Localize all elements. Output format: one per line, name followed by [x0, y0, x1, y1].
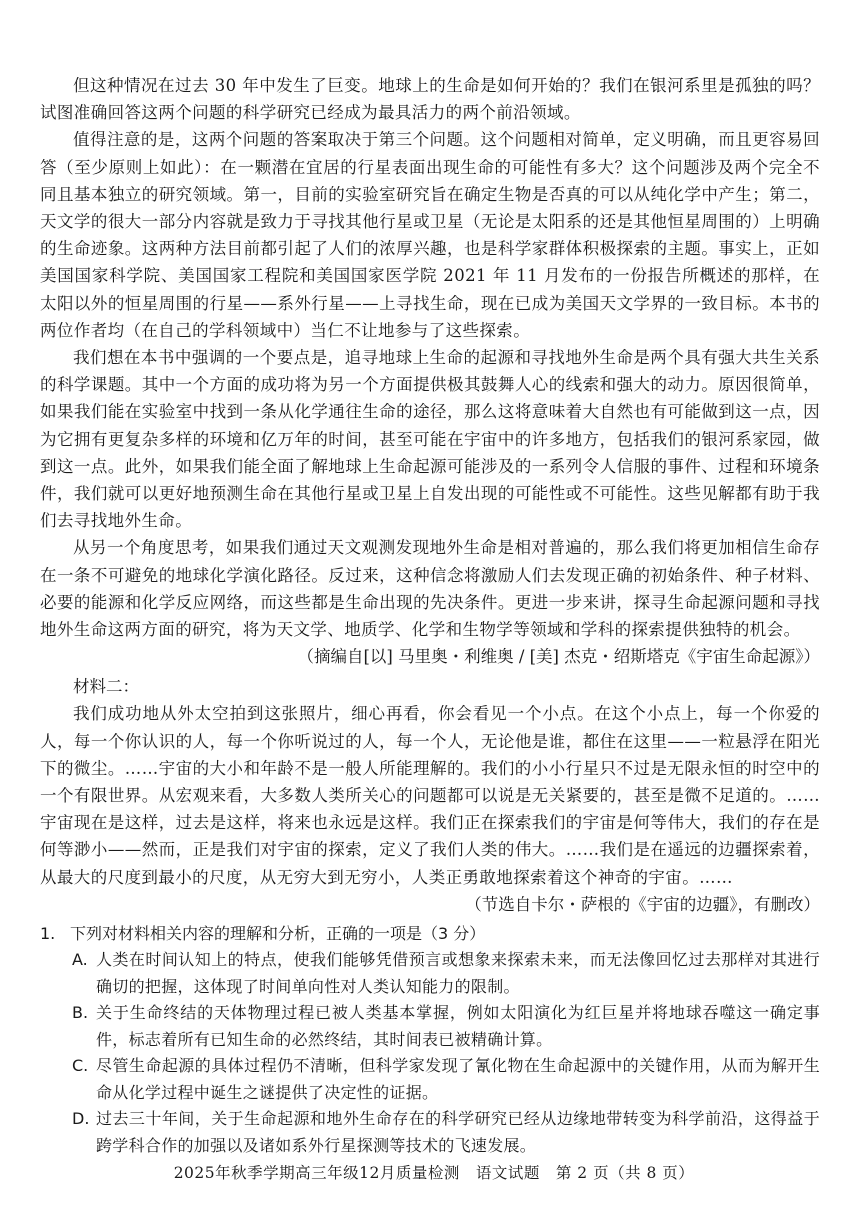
source-citation: （节选自卡尔・萨根的《宇宙的边疆》，有删改）: [465, 894, 820, 914]
question-1: [40, 920, 820, 1159]
option-letter: B.: [72, 1003, 89, 1023]
option-c: [40, 1053, 820, 1106]
option-letter: D.: [72, 1109, 90, 1129]
option-b: [40, 1000, 820, 1053]
material-label: 材料二：: [73, 677, 139, 697]
paragraph: 从另一个角度思考，如果我们通过天文观测发现地外生命是相对普遍的，那么我们将更加相信生命存在一条不可避免的地球化学演化路径。反过来，这种信念将激励人们去发现正确的初始条件、种子材料、必要的能源和化学反应网络，而这些都是生命出现的先决条件。更进一步来讲，探寻生命起源问题和寻找地外生命这两方面的研究，将为天文学、地质学、化学和生物学等领域和学科的探索提供独特的机会。: [40, 538, 820, 640]
option-a: [40, 947, 820, 1000]
paragraph: 我们成功地从外太空拍到这张照片，细心再看，你会看见一个小点。在这个小点上，每一个你爱的人，每一个你认识的人，每一个你听说过的人，每一个人，无论他是谁，都住在这里——一粒悬浮在阳光下的微尘。……宇宙的大小和年龄不是一般人所能理解的。我们的小小行星只不过是无限永恒的时空中的一个有限世界。从宏观来看，大多数人类所关心的问题都可以说是无关紧要的，甚至是微不足道的。……宇宙现在是这样，过去是这样，将来也永远是这样。我们正在探索我们的宇宙是何等伟大，我们的存在是何等渺小——然而，正是我们对宇宙的探索，定义了我们人类的伟大。……我们是在遥远的边疆探索着，从最大的尺度到最小的尺度，从无穷大到无穷小，人类正勇敢地探索着这个神奇的宇宙。……: [40, 704, 820, 887]
option-letter: A.: [72, 950, 88, 970]
question-text: 下列对材料相关内容的理解和分析，正确的一项是（3 分）: [70, 924, 486, 944]
option-text: 关于生命终结的天体物理过程已被人类基本掌握，例如太阳演化为红巨星并将地球吞噬这一确定事件，标志着所有已知生命的必然终结，其时间表已被精确计算。: [96, 1003, 820, 1049]
question-stem: [40, 920, 820, 947]
option-text: 过去三十年间，关于生命起源和地外生命存在的科学研究已经从边缘地带转变为科学前沿，这得益于跨学科合作的加强以及诸如系外行星探测等技术的飞速发展。: [96, 1109, 820, 1155]
option-text: 人类在时间认知上的特点，使我们能够凭借预言或想象来探索未来，而无法像回忆过去那样对其进行确切的把握，这体现了时间单向性对人类认知能力的限制。: [96, 950, 820, 996]
option-letter: C.: [72, 1056, 89, 1076]
question-number: 1.: [40, 924, 56, 944]
source-citation: （摘编自[以] 马里奥・利维奥 / [美] 杰克・绍斯塔克《宇宙生命起源》）: [297, 647, 820, 667]
paragraph: 我们想在本书中强调的一个要点是，追寻地球上生命的起源和寻找地外生命是两个具有强大共生关系的科学课题。其中一个方面的成功将为另一个方面提供极其鼓舞人心的线索和强大的动力。原因很简单，如果我们能在实验室中找到一条从化学通往生命的途径，那么这将意味着大自然也有可能做到这一点，因为它拥有更复杂多样的环境和亿万年的时间，甚至可能在宇宙中的许多地方，包括我们的银河系家园，做到这一点。此外，如果我们能全面了解地球上生命起源可能涉及的一系列令人信服的事件、过程和环境条件，我们就可以更好地预测生命在其他行星或卫星上自发出现的可能性或不可能性。这些见解都有助于我们去寻找地外生命。: [40, 348, 820, 531]
paragraph: 但这种情况在过去 30 年中发生了巨变。地球上的生命是如何开始的？我们在银河系里是孤独的吗？试图准确回答这两个问题的科学研究已经成为最具活力的两个前沿领域。: [40, 76, 820, 123]
material-two: [40, 674, 820, 918]
option-text: 尽管生命起源的具体过程仍不清晰，但科学家发现了氰化物在生命起源中的关键作用，从而为解开生命从化学过程中诞生之谜提供了决定性的证据。: [96, 1056, 820, 1102]
option-d: [40, 1106, 820, 1159]
paragraph: 值得注意的是，这两个问题的答案取决于第三个问题。这个问题相对简单，定义明确，而且更容易回答（至少原则上如此）：在一颗潜在宜居的行星表面出现生命的可能性有多大？这个问题涉及两个完全不同且基本独立的研究领域。第一，目前的实验室研究旨在确定生物是否真的可以从纯化学中产生；第二，天文学的很大一部分内容就是致力于寻找其他行星或卫星（无论是太阳系的还是其他恒星周围的）上明确的生命迹象。这两种方法目前都引起了人们的浓厚兴趣，也是科学家群体积极探索的主题。事实上，正如美国国家科学院、美国国家工程院和美国国家医学院 2021 年 11 月发布的一份报告所概述的那样，在太阳以外的恒星周围的行星——系外行星——上寻找生命，现在已成为美国天文学界的一致目标。本书的两位作者均（在自己的学科领域中）当仁不让地参与了这些探索。: [40, 130, 820, 340]
page-footer: 2025年秋季学期高三年级12月质量检测 语文试题 第 2 页（共 8 页）: [173, 1164, 695, 1182]
material-one: [40, 72, 820, 670]
